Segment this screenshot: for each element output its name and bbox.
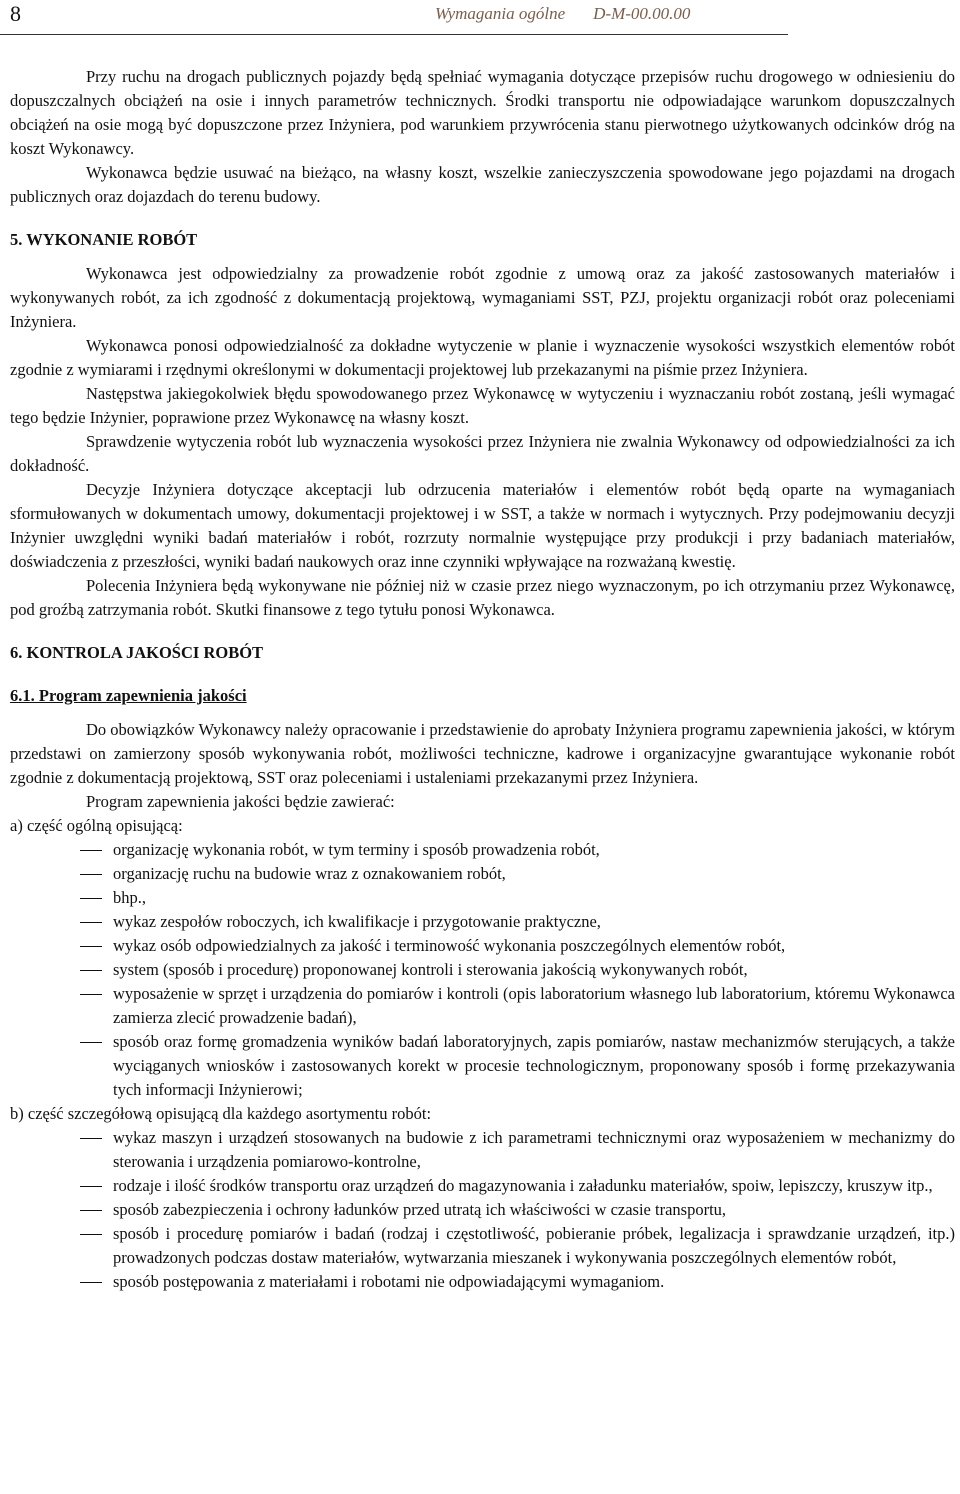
list-a-label: a) część ogólną opisującą:	[10, 816, 183, 835]
document-title: Wymagania ogólne	[435, 4, 566, 23]
intro-paragraph-2: Wykonawca będzie usuwać na bieżąco, na własny koszt, wszelkie zanieczyszczenia spowodowane jego pojazdami na drogach publicznych oraz dojazdach do terenu budowy.	[10, 163, 955, 206]
intro-paragraph-1: Przy ruchu na drogach publicznych pojazdy będą spełniać wymagania dotyczące przepisów ruchu drogowego w odniesieniu do dopuszczalnych obciążeń na osie i innych parametrów technicznych. Środki transportu nie odpowiadające warunkom dopuszczalnych obciążeń na osie mogą być dopuszczone przez Inżyniera, pod warunkiem przywrócenia stanu pierwotnego użytkowanych odcinków dróg na koszt Wykonawcy.	[10, 67, 955, 158]
list-item: sposób zabezpieczenia i ochrony ładunków przed utratą ich właściwości w czasie transportu,	[10, 1198, 955, 1222]
dash-bullet	[80, 1210, 102, 1211]
running-title	[435, 2, 690, 26]
document-code: D-M-00.00.00	[593, 4, 691, 23]
section-6-paragraph-2: Program zapewnienia jakości będzie zawierać:	[86, 792, 395, 811]
page-header	[0, 0, 960, 36]
dash-bullet	[80, 1138, 102, 1139]
dash-bullet	[80, 1042, 102, 1043]
dash-bullet	[80, 850, 102, 851]
list-item: wyposażenie w sprzęt i urządzenia do pomiarów i kontroli (opis laboratorium własnego lub laboratorium, któremu Wykonawca zamierza zlecić prowadzenie badań),	[10, 982, 955, 1030]
section-5-paragraph: Następstwa jakiegokolwiek błędu spowodowanego przez Wykonawcę w wytyczeniu i wyznaczaniu robót zostaną, jeśli wymagać tego będzie Inżynier, poprawione przez Wykonawcę na własny koszt.	[10, 384, 955, 427]
dash-bullet	[80, 946, 102, 947]
section-6-heading: 6. KONTROLA JAKOŚCI ROBÓT	[10, 643, 264, 662]
list-b-label: b) część szczegółową opisującą dla każdego asortymentu robót:	[10, 1104, 432, 1123]
list-b	[10, 1126, 955, 1294]
list-item: organizację ruchu na budowie wraz z oznakowaniem robót,	[10, 862, 955, 886]
dash-bullet	[80, 922, 102, 923]
section-5-paragraph: Polecenia Inżyniera będą wykonywane nie później niż w czasie przez niego wyznaczonym, po ich otrzymaniu przez Wykonawcę, pod groźbą zatrzymania robót. Skutki finansowe z tego tytułu ponosi Wykonawca.	[10, 576, 955, 619]
section-5-paragraph: Wykonawca jest odpowiedzialny za prowadzenie robót zgodnie z umową oraz za jakość zastosowanych materiałów i wykonywanych robót, za ich zgodność z dokumentacją projektową, wymaganiami SST, PZJ, projektu organizacji robót oraz poleceniami Inżyniera.	[10, 264, 955, 331]
section-5-paragraph: Sprawdzenie wytyczenia robót lub wyznaczenia wysokości przez Inżyniera nie zwalnia Wykonawcy od odpowiedzialności za ich dokładność.	[10, 432, 955, 475]
page-number: 8	[10, 1, 21, 26]
list-item: sposób postępowania z materiałami i robotami nie odpowiadającymi wymaganiom.	[10, 1270, 955, 1294]
dash-bullet	[80, 1282, 102, 1283]
list-item: sposób i procedurę pomiarów i badań (rodzaj i częstotliwość, pobieranie próbek, legalizacja i sprawdzanie urządzeń, itp.) prowadzonych podczas dostaw materiałów, wytwarzania mieszanek i wykonywania poszczególnych elementów robót,	[10, 1222, 955, 1270]
section-5-paragraph: Decyzje Inżyniera dotyczące akceptacji lub odrzucenia materiałów i elementów robót będą oparte na wymaganiach sformułowanych w dokumentach umowy, dokumentacji projektowej i w SST, a także w normach i wytycznych. Przy podejmowaniu decyzji Inżynier uwzględni wyniki badań materiałów i robót, rozrzuty normalnie występujące przy produkcji i przy badaniach materiałów, doświadczenia z przeszłości, wyniki badań naukowych oraz inne czynniki wpływające na rozważaną kwestię.	[10, 480, 955, 571]
list-a	[10, 838, 955, 1102]
dash-bullet	[80, 970, 102, 971]
list-item: wykaz zespołów roboczych, ich kwalifikacje i przygotowanie praktyczne,	[10, 910, 955, 934]
section-6-paragraph-1: Do obowiązków Wykonawcy należy opracowanie i przedstawienie do aprobaty Inżyniera programu zapewnienia jakości, w którym przedstawi on zamierzony sposób wykonywania robót, możliwości techniczne, kadrowe i organizacyjne gwarantujące wykonanie robót zgodnie z dokumentacją projektową, SST oraz poleceniami i ustaleniami przekazanymi przez Inżyniera.	[10, 720, 955, 787]
dash-bullet	[80, 994, 102, 995]
dash-bullet	[80, 898, 102, 899]
section-5-paragraph: Wykonawca ponosi odpowiedzialność za dokładne wytyczenie w planie i wyznaczenie wysokości wszystkich elementów robót zgodnie z wymiarami i rzędnymi określonymi w dokumentacji projektowej lub przekazanymi na piśmie przez Inżyniera.	[10, 336, 955, 379]
section-6-1-heading: 6.1. Program zapewnienia jakości	[10, 686, 247, 705]
list-item: sposób oraz formę gromadzenia wyników badań laboratoryjnych, zapis pomiarów, nastaw mechanizmów sterujących, a także wyciąganych wniosków i zastosowanych korekt w procesie technologicznym, proponowany sposób i formę przekazywania tych informacji Inżynierowi;	[10, 1030, 955, 1102]
list-item: system (sposób i procedurę) proponowanej kontroli i sterowania jakością wykonywanych robót,	[10, 958, 955, 982]
list-item: organizację wykonania robót, w tym terminy i sposób prowadzenia robót,	[10, 838, 955, 862]
header-rule	[0, 34, 788, 35]
list-item: wykaz maszyn i urządzeń stosowanych na budowie z ich parametrami technicznymi oraz wyposażeniem w mechanizmy do sterowania i urządzenia pomiarowo-kontrolne,	[10, 1126, 955, 1174]
section-5-heading: 5. WYKONANIE ROBÓT	[10, 230, 198, 249]
list-item: wykaz osób odpowiedzialnych za jakość i terminowość wykonania poszczególnych elementów robót,	[10, 934, 955, 958]
dash-bullet	[80, 874, 102, 875]
dash-bullet	[80, 1186, 102, 1187]
list-item: bhp.,	[10, 886, 955, 910]
list-item: rodzaje i ilość środków transportu oraz urządzeń do magazynowania i załadunku materiałów, spoiw, lepiszczy, kruszyw itp.,	[10, 1174, 955, 1198]
dash-bullet	[80, 1234, 102, 1235]
document-body	[10, 65, 955, 1294]
